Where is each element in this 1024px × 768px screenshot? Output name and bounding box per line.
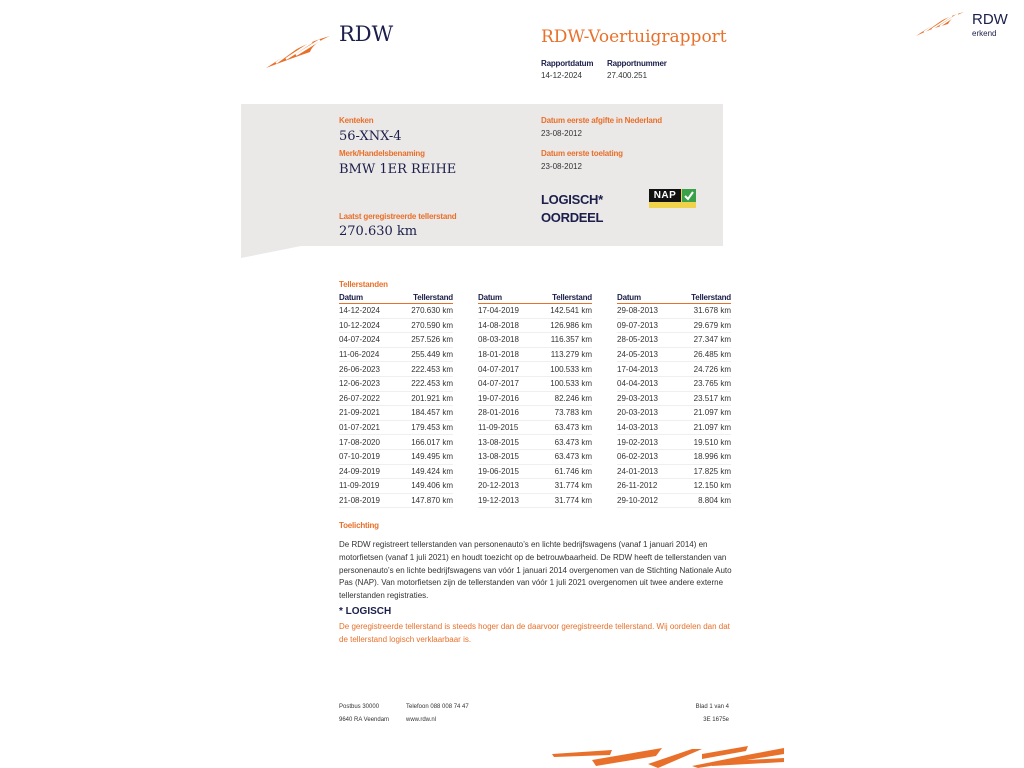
footer-page: Blad 1 van 4 [695,704,729,710]
reading-date: 26-07-2022 [339,391,395,406]
table-row [617,333,731,348]
reading-date: 24-09-2019 [339,464,395,479]
table-row [478,362,592,377]
reading-date: 29-10-2012 [617,493,675,508]
reading-odometer: 100.533 km [534,376,592,391]
plate-label: Kenteken [339,116,374,125]
report-date-label: Rapportdatum [541,59,594,68]
reading-date: 11-09-2019 [339,479,395,494]
report-title: RDW-Voertuigrapport [541,27,727,47]
table-row [617,420,731,435]
table-row [617,318,731,333]
vehicle-panel [241,104,723,246]
reading-date: 13-08-2015 [478,435,534,450]
reading-odometer: 29.679 km [675,318,731,333]
reading-odometer: 27.347 km [675,333,731,348]
reading-date: 01-07-2021 [339,420,395,435]
table-row [339,347,453,362]
corner-logo-name: RDW [972,11,1008,28]
reading-date: 14-08-2018 [478,318,534,333]
footer-phone: Telefoon 088 008 74 47 [406,704,469,710]
nap-badge-text: NAP [649,189,681,202]
first-admission-value: 23-08-2012 [541,162,582,171]
reading-date: 12-06-2023 [339,376,395,391]
reading-date: 19-12-2013 [478,493,534,508]
reading-odometer: 184.457 km [395,406,453,421]
reading-date: 19-06-2015 [478,464,534,479]
reading-odometer: 270.630 km [395,304,453,319]
readings-table-2 [478,292,592,508]
table-row [478,479,592,494]
col-odo: Tellerstand [675,292,731,304]
report-date: 14-12-2024 [541,71,582,80]
reading-date: 29-03-2013 [617,391,675,406]
reading-date: 17-04-2013 [617,362,675,377]
col-odo: Tellerstand [395,292,453,304]
reading-date: 24-01-2013 [617,464,675,479]
table-row [617,391,731,406]
reading-odometer: 149.406 km [395,479,453,494]
make-label: Merk/Handelsbenaming [339,149,425,158]
reading-odometer: 21.097 km [675,406,731,421]
reading-date: 04-04-2013 [617,376,675,391]
reading-odometer: 31.774 km [534,493,592,508]
reading-date: 14-03-2013 [617,420,675,435]
reading-odometer: 270.590 km [395,318,453,333]
reading-date: 04-07-2017 [478,376,534,391]
table-row [617,347,731,362]
logisch-body: De geregistreerde tellerstand is steeds hoger dan de daarvoor geregistreerde tellerstand. Wij oordelen dan dat de tellerstand logisch verklaarbaar is. [339,622,730,644]
reading-odometer: 73.783 km [534,406,592,421]
reading-odometer: 21.097 km [675,420,731,435]
table-row [339,420,453,435]
table-row [478,435,592,450]
logisch-title: * LOGISCH [339,606,392,617]
reading-date: 21-09-2021 [339,406,395,421]
table-row [617,464,731,479]
corner-logo-subtitle: erkend [972,29,997,38]
rdw-wing-icon [914,10,966,38]
reading-odometer: 18.996 km [675,449,731,464]
reading-odometer: 116.357 km [534,333,592,348]
table-row [339,304,453,319]
reading-odometer: 126.986 km [534,318,592,333]
reading-date: 17-04-2019 [478,304,534,319]
reading-date: 08-03-2018 [478,333,534,348]
table-row [617,376,731,391]
table-row [339,391,453,406]
reading-odometer: 24.726 km [675,362,731,377]
reading-odometer: 222.453 km [395,376,453,391]
make-value: BMW 1ER REIHE [339,162,457,177]
reading-odometer: 222.453 km [395,362,453,377]
table-row [339,449,453,464]
table-row [617,493,731,508]
reading-date: 10-12-2024 [339,318,395,333]
reading-odometer: 61.746 km [534,464,592,479]
reading-odometer: 8.804 km [675,493,731,508]
rdw-wing-icon [264,34,332,70]
table-row [617,304,731,319]
org-name: RDW [339,22,394,46]
verdict-line1: LOGISCH* [541,192,603,207]
reading-odometer: 201.921 km [395,391,453,406]
reading-date: 18-01-2018 [478,347,534,362]
table-row [617,406,731,421]
verdict-line2: OORDEEL [541,210,604,225]
report-number: 27.400.251 [607,71,648,80]
reading-odometer: 149.424 km [395,464,453,479]
reading-date: 09-07-2013 [617,318,675,333]
table-row [478,333,592,348]
reading-odometer: 179.453 km [395,420,453,435]
footer-website[interactable]: www.rdw.nl [406,717,437,723]
readings-table-3 [617,292,731,508]
table-row [339,479,453,494]
reading-odometer: 113.279 km [534,347,592,362]
table-row [617,449,731,464]
reading-date: 06-02-2013 [617,449,675,464]
col-date: Datum [617,292,675,304]
table-row [617,435,731,450]
col-date: Datum [339,292,395,304]
reading-date: 29-08-2013 [617,304,675,319]
decorative-stripes [552,746,784,768]
last-odo-value: 270.630 km [339,224,418,239]
table-row [478,376,592,391]
report-number-label: Rapportnummer [607,59,667,68]
reading-odometer: 257.526 km [395,333,453,348]
reading-odometer: 142.541 km [534,304,592,319]
footer-code: 3E 1675e [703,717,729,723]
reading-date: 11-06-2024 [339,347,395,362]
reading-date: 17-08-2020 [339,435,395,450]
check-icon [682,189,696,202]
table-row [617,362,731,377]
reading-odometer: 149.495 km [395,449,453,464]
table-row [339,362,453,377]
first-issue-label: Datum eerste afgifte in Nederland [541,116,662,125]
table-row [339,333,453,348]
readings-table-1 [339,292,453,508]
reading-odometer: 12.150 km [675,479,731,494]
table-row [478,406,592,421]
reading-odometer: 63.473 km [534,420,592,435]
footer-address2: 9640 RA Veendam [339,717,390,723]
reading-odometer: 63.473 km [534,435,592,450]
explanation-body: De RDW registreert tellerstanden van personenauto’s en lichte bedrijfswagens (vanaf 1 januari 2014) en motorfietsen (vanaf 1 juli 2021) en houdt toezicht op de betrouwbaarheid. De RDW heeft de tellerstanden van personenauto’s en lichte bedrijfswagens van vóór 1 januari 2014 overgenomen van de Stichting Nationale Auto Pas (NAP). Van motorfietsen zijn de tellerstanden van vóór 1 juli 2021 overgenomen uit twee andere externe tellerstanden registraties. [339,540,732,601]
reading-date: 24-05-2013 [617,347,675,362]
reading-odometer: 166.017 km [395,435,453,450]
first-issue-value: 23-08-2012 [541,129,582,138]
reading-odometer: 31.774 km [534,479,592,494]
reading-odometer: 255.449 km [395,347,453,362]
reading-date: 26-06-2023 [339,362,395,377]
panel-notch [241,246,301,258]
explanation-title: Toelichting [339,521,379,530]
reading-date: 04-07-2017 [478,362,534,377]
table-row [617,479,731,494]
reading-date: 04-07-2024 [339,333,395,348]
reading-odometer: 82.246 km [534,391,592,406]
reading-odometer: 23.765 km [675,376,731,391]
reading-date: 28-01-2016 [478,406,534,421]
table-row [339,493,453,508]
reading-date: 20-12-2013 [478,479,534,494]
reading-odometer: 17.825 km [675,464,731,479]
table-row [478,318,592,333]
reading-odometer: 23.517 km [675,391,731,406]
reading-date: 21-08-2019 [339,493,395,508]
table-row [478,493,592,508]
first-admission-label: Datum eerste toelating [541,149,623,158]
reading-date: 07-10-2019 [339,449,395,464]
reading-odometer: 147.870 km [395,493,453,508]
table-row [478,420,592,435]
reading-odometer: 31.678 km [675,304,731,319]
table-row [478,347,592,362]
col-date: Datum [478,292,534,304]
readings-title: Tellerstanden [339,280,388,289]
reading-date: 19-07-2016 [478,391,534,406]
last-odo-label: Laatst geregistreerde tellerstand [339,212,457,221]
table-row [339,435,453,450]
table-row [339,318,453,333]
plate-value: 56-XNX-4 [339,129,402,144]
reading-date: 13-08-2015 [478,449,534,464]
table-row [339,376,453,391]
reading-date: 14-12-2024 [339,304,395,319]
reading-date: 19-02-2013 [617,435,675,450]
reading-date: 20-03-2013 [617,406,675,421]
reading-odometer: 63.473 km [534,449,592,464]
reading-date: 11-09-2015 [478,420,534,435]
table-row [478,304,592,319]
nap-badge [649,189,696,208]
col-odo: Tellerstand [534,292,592,304]
table-row [339,406,453,421]
table-row [478,464,592,479]
reading-date: 28-05-2013 [617,333,675,348]
footer-address1: Postbus 30000 [339,704,380,710]
reading-odometer: 19.510 km [675,435,731,450]
reading-odometer: 100.533 km [534,362,592,377]
table-row [478,449,592,464]
table-row [478,391,592,406]
table-row [339,464,453,479]
reading-odometer: 26.485 km [675,347,731,362]
reading-date: 26-11-2012 [617,479,675,494]
